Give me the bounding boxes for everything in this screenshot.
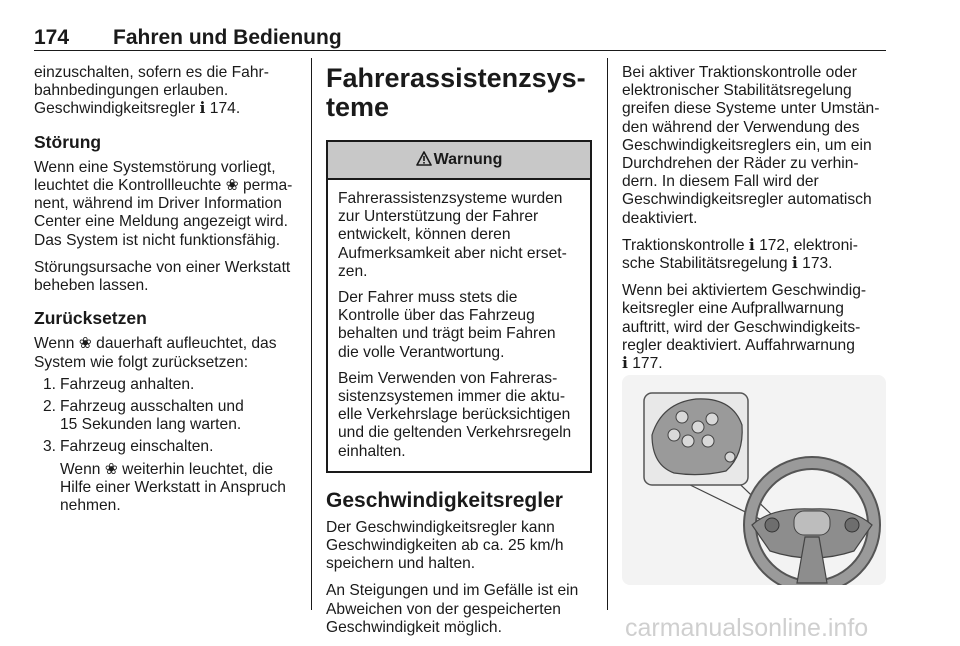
column-1 <box>34 64 304 524</box>
warning-paragraph-2: Der Fahrer muss stets die Kontrolle über das Fahrzeug behalten und trägt beim Fahren die volle Verantwortung. <box>338 289 556 361</box>
intro-paragraph: einzuschalten, sofern es die Fahr- bahnbedingungen erlauben. Geschwindigkeitsregler ℹ 174. <box>34 64 269 118</box>
section-heading-fahrerassistenzsysteme: Fahrerassistenzsys- teme <box>326 63 586 122</box>
step3-note: Wenn ❀ weiterhin leuchtet, die Hilfe einer Werkstatt in Anspruch nehmen. <box>60 460 286 515</box>
warning-title: Warnung <box>433 151 503 168</box>
stoerung-paragraph-2: Störungsursache von einer Werkstatt beheben lassen. <box>34 258 291 295</box>
heading-geschwindigkeitsregler: Geschwindigkeitsregler <box>326 488 563 512</box>
warning-paragraph-3: Beim Verwenden von Fahreras- sistenzsystemen immer die aktu- elle Verkehrslage berücksichtigen und die geltenden Verkehrsregeln einhalten. <box>338 369 572 460</box>
reset-steps-list <box>34 376 304 457</box>
warning-body <box>328 180 590 471</box>
traction-paragraph: Bei aktiver Traktionskontrolle oder elektronischer Stabilitätsregelung greifen diese Systeme unter Umstän- den während der Verwendung des Geschwindigkeitsreglers ein, um ein Durchdrehen der Räder zu verhin- dern. In diesem Fall wird der Geschwindigkeitsregler automatisch deaktiviert. <box>622 64 880 227</box>
cruise-paragraph-2: An Steigungen und im Gefälle ist ein Abweichen von der gespeicherten Geschwindigkeit möglich. <box>326 582 579 636</box>
list-item: 2. Fahrzeug ausschalten und 15 Sekunden lang warten. <box>43 398 244 434</box>
collision-paragraph: Wenn bei aktiviertem Geschwindig- keitsregler eine Aufprallwarnung auftritt, wird der Geschwindigkeits- regler deaktiviert. Auffahrwarnung ℹ 177. <box>622 282 867 373</box>
chapter-title: Fahren und Bedienung <box>113 26 342 49</box>
warning-icon <box>416 151 432 166</box>
column-2 <box>326 64 592 646</box>
heading-zuruecksetzen: Zurücksetzen <box>34 308 147 329</box>
watermark: carmanualsonline.info <box>625 614 869 642</box>
zuruecksetzen-paragraph: Wenn ❀ dauerhaft aufleuchtet, das System wie folgt zurücksetzen: <box>34 335 277 371</box>
steering-wheel-illustration <box>622 375 886 585</box>
reference-paragraph: Traktionskontrolle ℹ 172, elektroni- sche Stabilitätsregelung ℹ 173. <box>622 236 858 273</box>
steering-wheel-icon <box>622 375 886 585</box>
warning-header <box>328 142 590 180</box>
list-item: 1. Fahrzeug anhalten. <box>43 375 195 393</box>
column-divider-1 <box>311 58 312 610</box>
column-3 <box>622 64 886 382</box>
warning-paragraph-1: Fahrerassistenzsysteme wurden zur Unterstützung der Fahrer entwickelt, können deren Aufmerksamkeit aber nicht erset- zen. <box>338 190 567 280</box>
page-header <box>34 26 886 50</box>
warning-box <box>326 140 592 473</box>
header-rule <box>34 50 886 51</box>
page-number: 174 <box>34 26 70 49</box>
column-divider-2 <box>607 58 608 610</box>
list-item: 3. Fahrzeug einschalten. <box>43 438 214 456</box>
stoerung-paragraph-1: Wenn eine Systemstörung vorliegt, leuchtet die Kontrollleuchte ❀ perma- nent, während im Driver Information Center eine Meldung angezeigt wird. Das System ist nicht funktionsfähig. <box>34 158 293 249</box>
cruise-paragraph-1: Der Geschwindigkeitsregler kann Geschwindigkeiten ab ca. 25 km/h speichern und halten. <box>326 518 564 573</box>
heading-stoerung: Störung <box>34 131 102 152</box>
